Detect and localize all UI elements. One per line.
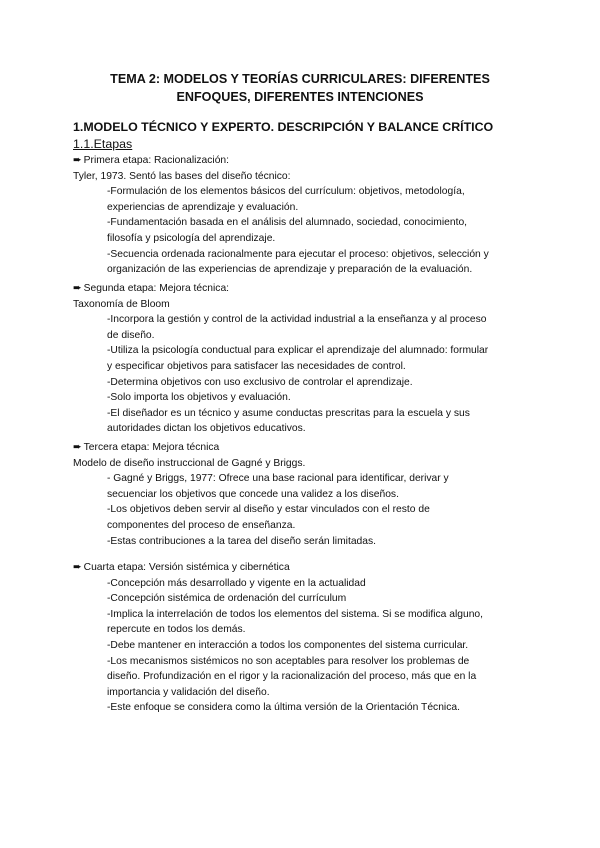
stage-heading-text: Segunda etapa: Mejora técnica: (83, 283, 230, 294)
stage-line: -Determina objetivos con uso exclusivo de controlar el aprendizaje. (107, 376, 413, 388)
stage-intro: Taxonomía de Bloom (73, 298, 170, 310)
stage-heading-text: Cuarta etapa: Versión sistémica y cibernética (83, 562, 290, 573)
stage-line: componentes del proceso de enseñanza. (107, 519, 296, 531)
stage-heading-text: Tercera etapa: Mejora técnica (83, 442, 220, 453)
stage-2 (73, 281, 540, 437)
stage-1 (73, 153, 540, 278)
stage-line: -Utiliza la psicología conductual para explicar el aprendizaje del alumnado: formular (107, 345, 489, 357)
stage-heading (73, 281, 540, 297)
stage-4 (73, 560, 540, 716)
stage-line: experiencias de aprendizaje y evaluación. (107, 201, 299, 213)
stage-intro: Modelo de diseño instruccional de Gagné y Briggs. (73, 457, 306, 469)
stage-line: importancia y validación del diseño. (107, 686, 270, 698)
stage-line: -Los objetivos deben servir al diseño y estar vinculados con el resto de (107, 504, 430, 516)
arrow-icon: ➨ (73, 562, 82, 573)
stage-line: -Concepción más desarrollado y vigente en la actualidad (107, 577, 366, 589)
stage-line: autoridades dictan los objetivos educativos. (107, 423, 306, 435)
title-line-1: TEMA 2: MODELOS Y TEORÍAS CURRICULARES: DIFERENTES (110, 72, 490, 86)
title-line-2: ENFOQUES, DIFERENTES INTENCIONES (176, 90, 424, 104)
stage-line: -Concepción sistémica de ordenación del currículum (107, 593, 347, 605)
stage-heading-text: Primera etapa: Racionalización: (83, 155, 230, 166)
stage-line: -El diseñador es un técnico y asume conductas prescritas para la escuela y sus (107, 407, 470, 419)
stage-line: -Formulación de los elementos básicos del currículum: objetivos, metodología, (107, 186, 465, 198)
stage-heading (73, 440, 540, 456)
stage-line: secuenciar los objetivos que concede una validez a los diseños. (107, 488, 399, 500)
stage-line: -Solo importa los objetivos y evaluación. (107, 392, 291, 404)
section-heading: 1.MODELO TÉCNICO Y EXPERTO. DESCRIPCIÓN Y BALANCE CRÍTICO (73, 120, 494, 134)
stage-3 (73, 440, 540, 549)
stage-heading (73, 153, 540, 169)
stage-heading (73, 560, 540, 576)
arrow-icon: ➨ (73, 283, 82, 294)
stage-line: de diseño. (107, 329, 155, 341)
stage-line: -Implica la interrelación de todos los elementos del sistema. Si se modifica alguno, (107, 608, 484, 620)
stage-line: -Incorpora la gestión y control de la actividad industrial a la enseñanza y al proceso (107, 314, 487, 326)
subsection-heading: 1.1.Etapas (73, 137, 133, 151)
stage-line: - Gagné y Briggs, 1977: Ofrece una base racional para identificar, derivar y (107, 473, 449, 485)
stage-line: y especificar objetivos para satisfacer las necesidades de control. (107, 360, 406, 372)
arrow-icon: ➨ (73, 442, 82, 453)
stage-intro: Tyler, 1973. Sentó las bases del diseño técnico: (73, 170, 291, 182)
stage-line: -Los mecanismos sistémicos no son aceptables para resolver los problemas de (107, 655, 470, 667)
stage-line: filosofía y psicología del aprendizaje. (107, 232, 276, 244)
stage-line: -Este enfoque se considera como la última versión de la Orientación Técnica. (107, 702, 460, 714)
stage-line: -Estas contribuciones a la tarea del diseño serán limitadas. (107, 535, 377, 547)
document-title (73, 70, 527, 106)
arrow-icon: ➨ (73, 155, 82, 166)
stage-line: repercute en todos los demás. (107, 624, 246, 636)
stage-line: -Secuencia ordenada racionalmente para ejecutar el proceso: objetivos, selección y (107, 248, 489, 260)
stage-line: -Fundamentación basada en el análisis del alumnado, sociedad, conocimiento, (107, 217, 468, 229)
stage-line: -Debe mantener en interacción a todos los componentes del sistema curricular. (107, 639, 469, 651)
stage-line: diseño. Profundización en el rigor y la racionalización del proceso, más que en la (107, 671, 477, 683)
stage-line: organización de las experiencias de aprendizaje y preparación de la evaluación. (107, 264, 473, 276)
